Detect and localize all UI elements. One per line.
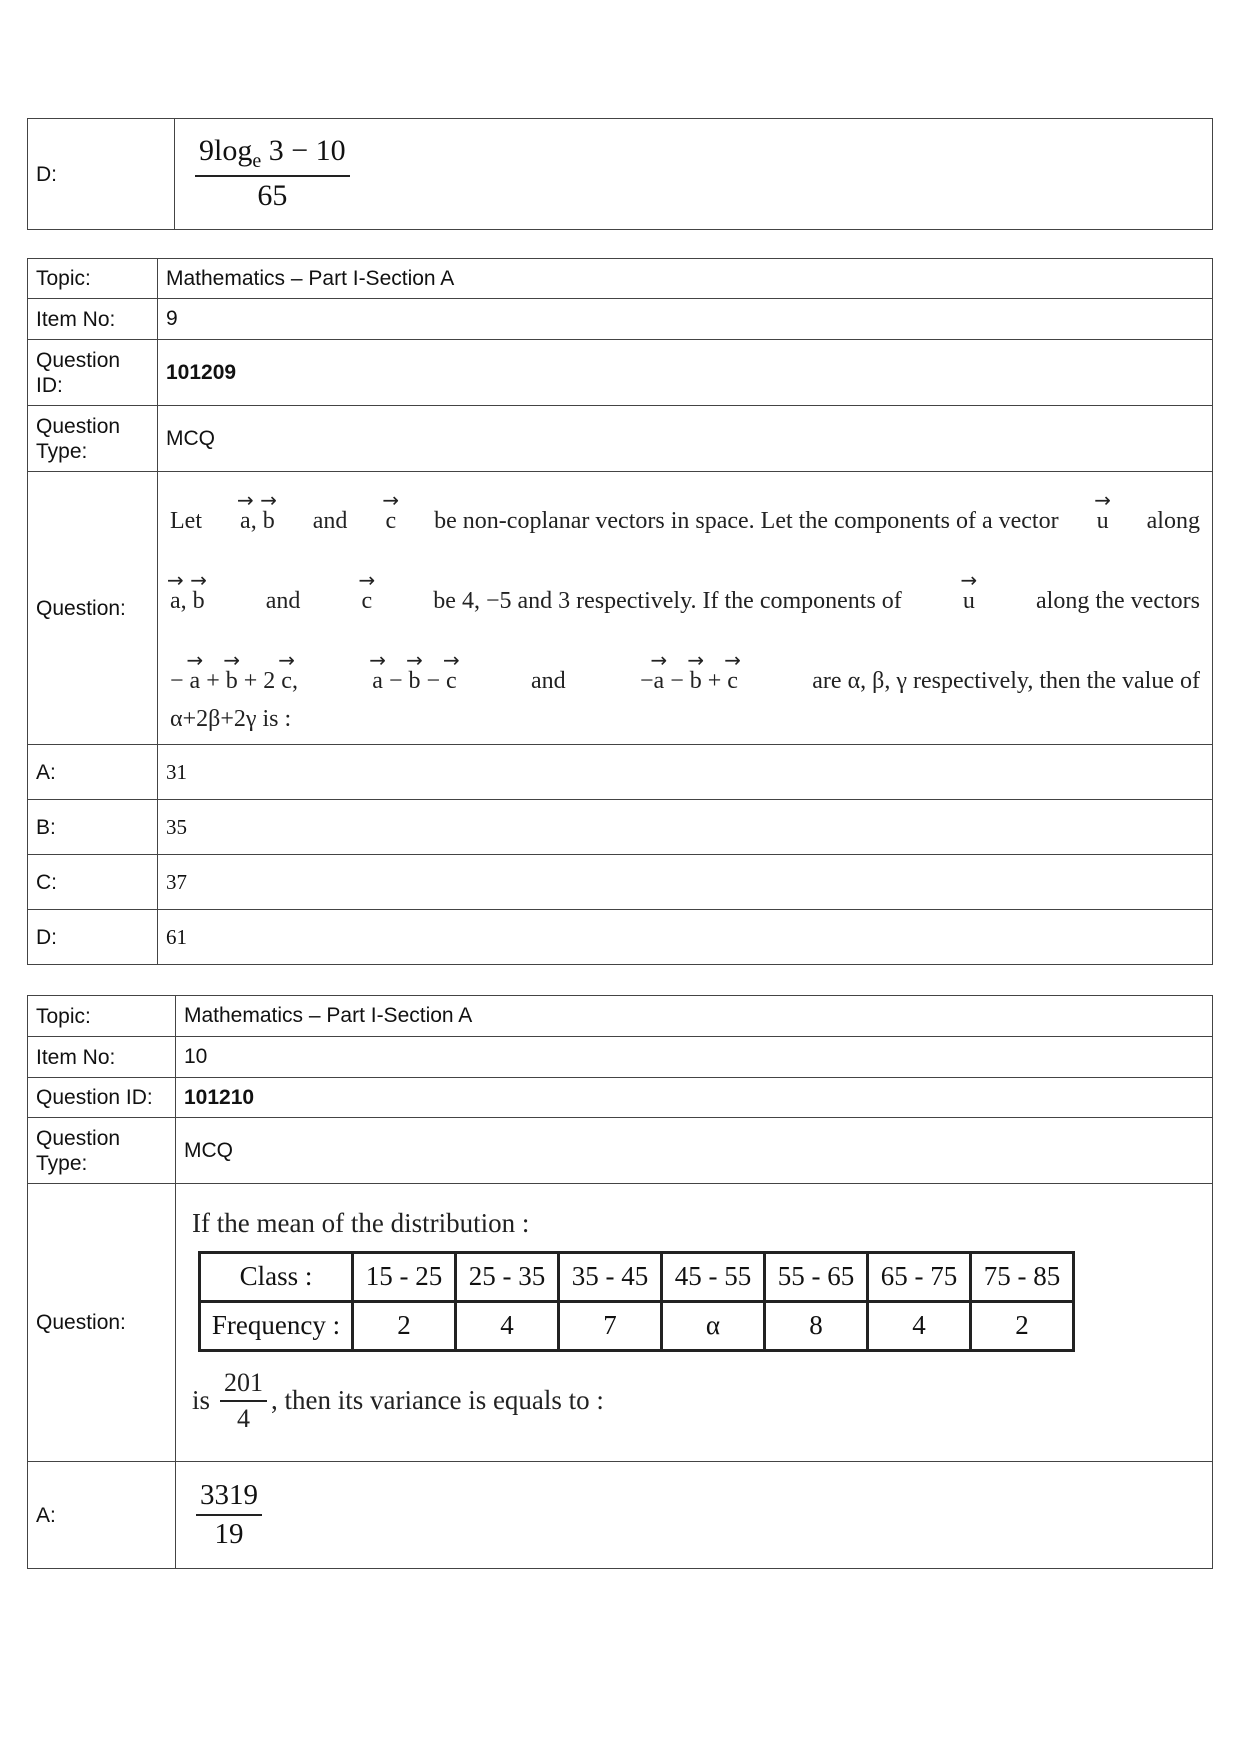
mean-fraction <box>220 1368 267 1434</box>
class-cell: 45 - 55 <box>662 1252 765 1301</box>
option-a-label: A: <box>28 745 158 800</box>
vector-b: → b <box>193 578 205 615</box>
question-id-label: Question ID: <box>28 340 158 406</box>
vector-c: → c <box>281 658 292 695</box>
class-cell: 75 - 85 <box>971 1252 1074 1301</box>
mean-denominator: 4 <box>237 1403 251 1433</box>
mean-numerator: 201 <box>220 1368 267 1402</box>
question-type-value: MCQ <box>176 1118 1213 1184</box>
topic-label: Topic: <box>28 259 158 299</box>
option-d-value <box>175 119 1213 230</box>
vector-a: → a <box>654 658 665 695</box>
previous-question-table <box>27 118 1213 230</box>
class-cell: 25 - 35 <box>456 1252 559 1301</box>
vector-u: → u <box>963 578 975 615</box>
item-no-label: Item No: <box>28 299 158 340</box>
q10-mean-line <box>184 1368 1204 1434</box>
class-cell: 15 - 25 <box>353 1252 456 1301</box>
frequency-header: Frequency : <box>200 1301 353 1350</box>
vector-b: → b <box>226 658 238 695</box>
vector-b: → b <box>690 658 702 695</box>
q9-word-and: and <box>265 588 301 614</box>
class-cell: 35 - 45 <box>559 1252 662 1301</box>
vector-c: → c <box>362 578 373 615</box>
q9-word-and: and <box>531 668 566 694</box>
mean-suffix: , then its variance is equals to : <box>271 1385 604 1415</box>
frequency-cell: 4 <box>456 1301 559 1350</box>
option-d-value: 61 <box>158 910 1213 965</box>
item-no-label: Item No: <box>28 1037 176 1078</box>
question-id-label: Question ID: <box>28 1078 176 1118</box>
fraction-denominator: 65 <box>257 179 288 213</box>
option-d-label: D: <box>28 119 175 230</box>
q9-line2-middle: be 4, −5 and 3 respectively. If the components of <box>433 588 902 614</box>
vector-a: → a <box>190 658 201 695</box>
frequency-cell: 2 <box>353 1301 456 1350</box>
item-no-value: 10 <box>176 1037 1213 1078</box>
question-type-label: Question Type: <box>28 406 158 472</box>
question-label: Question: <box>28 1184 176 1462</box>
question-10-table <box>27 995 1213 1569</box>
option-c-value: 37 <box>158 855 1213 910</box>
vector-a: → a <box>240 498 251 535</box>
q9-word-let: Let <box>170 508 202 534</box>
topic-value: Mathematics – Part I-Section A <box>158 259 1213 299</box>
option-a-denominator: 19 <box>214 1518 244 1550</box>
option-a-fraction <box>196 1479 262 1552</box>
question-9-text: Let → a, → b and → c be non-coplanar vectors in space. Let the components of a vector → u along → a, → b and → c be 4, −5 and 3 respectively. If the components of → u along the vectors − → a + → b + 2 → c, → a − → b − → c and −→ a − → b + → c are α, β, γ respectively, then the value of α+2β+2γ is : <box>158 472 1213 745</box>
item-no-value: 9 <box>158 299 1213 340</box>
option-a-value <box>176 1462 1213 1569</box>
vector-c: → c <box>385 498 396 535</box>
class-cell: 55 - 65 <box>765 1252 868 1301</box>
fraction-num-tail: 3 − 10 <box>261 134 346 168</box>
frequency-cell: 4 <box>868 1301 971 1350</box>
question-9-table <box>27 258 1213 965</box>
q9-line4: α+2β+2γ is : <box>170 705 292 732</box>
vector-b: → b <box>408 658 420 695</box>
vector-c: → c <box>446 658 457 695</box>
frequency-cell: α <box>662 1301 765 1350</box>
frequency-cell: 7 <box>559 1301 662 1350</box>
question-type-value: MCQ <box>158 406 1213 472</box>
fraction-sub: e <box>252 150 262 173</box>
fraction-numerator: 9log <box>199 134 253 168</box>
frequency-cell: 8 <box>765 1301 868 1350</box>
question-type-label: Question Type: <box>28 1118 176 1184</box>
q9-word-and: and <box>312 508 348 534</box>
class-header: Class : <box>200 1252 353 1301</box>
option-a-numerator: 3319 <box>196 1479 262 1516</box>
option-b-label: B: <box>28 800 158 855</box>
q9-line1-middle: be non-coplanar vectors in space. Let the components of a vector <box>434 508 1059 534</box>
vector-a: → a <box>170 578 181 615</box>
topic-value: Mathematics – Part I-Section A <box>176 996 1213 1037</box>
option-a-label: A: <box>28 1462 176 1569</box>
q9-line3-end: are α, β, γ respectively, then the value of <box>812 668 1200 694</box>
vector-u: → u <box>1097 498 1109 535</box>
q9-word-along: along <box>1146 508 1200 534</box>
class-cell: 65 - 75 <box>868 1252 971 1301</box>
option-a-value: 31 <box>158 745 1213 800</box>
question-10-text <box>176 1184 1213 1462</box>
question-id-value: 101209 <box>158 340 1213 406</box>
option-c-label: C: <box>28 855 158 910</box>
vector-c: → c <box>727 658 738 695</box>
question-label: Question: <box>28 472 158 745</box>
vector-a: → a <box>372 658 383 695</box>
option-d-fraction <box>195 134 350 214</box>
vector-b: → b <box>263 498 275 535</box>
option-d-label: D: <box>28 910 158 965</box>
question-id-value: 101210 <box>176 1078 1213 1118</box>
frequency-cell: 2 <box>971 1301 1074 1350</box>
topic-label: Topic: <box>28 996 176 1037</box>
q10-intro: If the mean of the distribution : <box>192 1207 530 1238</box>
option-b-value: 35 <box>158 800 1213 855</box>
q9-line2-end: along the vectors <box>1036 588 1200 614</box>
mean-prefix: is <box>192 1385 211 1415</box>
distribution-table <box>198 1251 1075 1352</box>
